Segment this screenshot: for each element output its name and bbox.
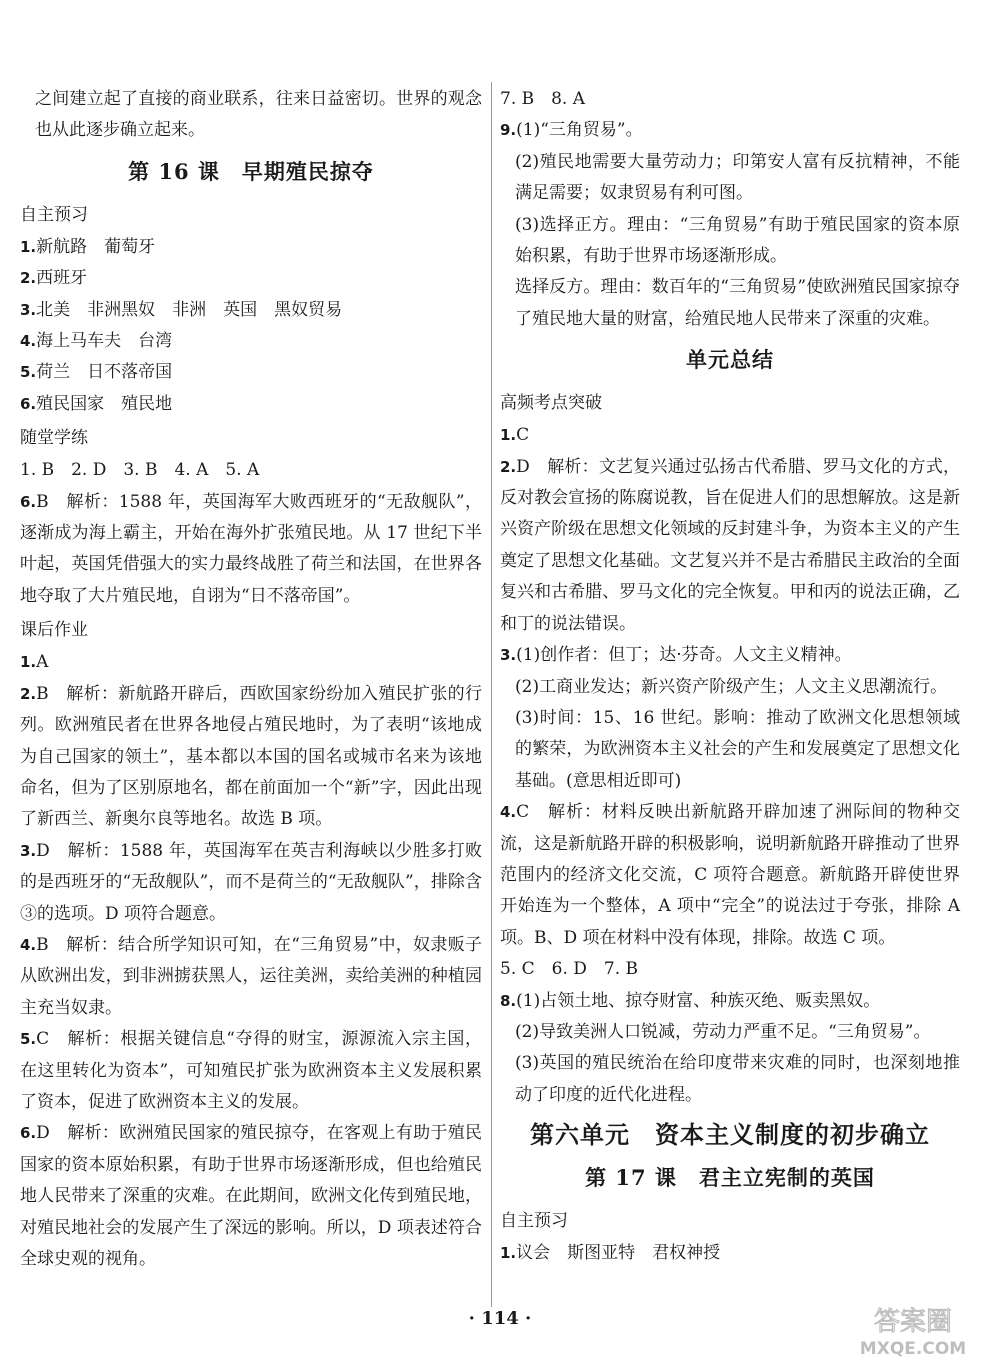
left-column: 之间建立起了直接的商业联系，往来日益密切。世界的观念也从此逐步确立起来。 第 16 课 早期殖民掠夺 自主预习 1.新航路 葡萄牙 2.西班牙 3.北美 非洲黑奴 非洲 英国 黑奴贸易 4.海上马车夫 台湾 5.荷兰 日不落帝国 6.殖民国家 殖民地 随堂学练 1. B 2. D 3. B 4. A 5. A 6.B 解析：1588 年，英国海军大败西班牙的“无敌舰队”，逐渐成为海上霸主，开始在海外扩张殖民地。从 17 世纪下半叶起，英国凭借强大的实力最终战胜了荷兰和法国，在世界各地夺取了大片殖民地，自诩为“日不落帝国”。 课后作业 1.A 2.B 解析：新航路开辟后，西欧国家纷纷加入殖民扩张的行列。欧洲殖民者在世界各地侵占殖民地时，为了表明“该地成为自己国家的领土”，基本都以本国的国名或城市名来为该地命名，但为了区别原地名，都在前面加一个“新”字，因此出现了新西兰、新奥尔良等地名。故选 B 项。 3.D 解析：1588 年，英国海军在英吉利海峡以少胜多打败的是西班牙的“无敌舰队”，而不是荷兰的“无敌舰队”，排除含③的选项。D 项符合题意。 4.B 解析：结合所学知识可知，在“三角贸易”中，奴隶贩子从欧洲出发，到非洲掳获黑人，运往美洲，卖给美洲的种植园主充当奴隶。 5.C 解析：根据关键信息“夺得的财宝，源源流入宗主国，在这里转化为资本”，可知殖民扩张为欧洲资本主义发展积累了资本，促进了欧洲资本主义的发展。 6.D 解析：欧洲殖民国家的殖民掠夺，在客观上有助于殖民国家的资本原始积累，有助于世界市场逐渐形成，但也给殖民地人民带来了深重的灾难。在此期间，欧洲文化传到殖民地，对殖民地社会的发展产生了深远的影响。所以，D 项表述符合全球史观的视角。 bbox=[20, 84, 482, 1275]
summary-answer-3-part-3: (3)时间：15、16 世纪。影响：推动了欧洲文化思想领域的繁荣，为欧洲资本主义社会的产生和发展奠定了思想文化基础。(意思相近即可) bbox=[515, 707, 960, 791]
summary-answer-8-part-1: (1)占领土地、掠夺财富、种族灭绝、贩卖黑奴。 bbox=[516, 990, 881, 1011]
class-answer-6: B 解析：1588 年，英国海军大败西班牙的“无敌舰队”，逐渐成为海上霸主，开始在海外扩张殖民地。从 17 世纪下半叶起，英国凭借强大的实力最终战胜了荷兰和法国，在世界各地夺取了大片殖民地，自诩为“日不落帝国”。 bbox=[20, 491, 482, 606]
section-preview-heading-17: 自主预习 bbox=[500, 1211, 568, 1232]
homework-list: 1.A 2.B 解析：新航路开辟后，西欧国家纷纷加入殖民扩张的行列。欧洲殖民者在世界各地侵占殖民地时，为了表明“该地成为自己国家的领土”，基本都以本国的国名或城市名来为该地命名，但为了区别原地名，都在前面加一个“新”字，因此出现了新西兰、新奥尔良等地名。故选 B 项。 3.D 解析：1588 年，英国海军在英吉利海峡以少胜多打败的是西班牙的“无敌舰队”，而不是荷兰的“无敌舰队”，排除含③的选项。D 项符合题意。 4.B 解析：结合所学知识可知，在“三角贸易”中，奴隶贩子从欧洲出发，到非洲掳获黑人，运往美洲，卖给美洲的种植园主充当奴隶。 5.C 解析：根据关键信息“夺得的财宝，源源流入宗主国，在这里转化为资本”，可知殖民扩张为欧洲资本主义发展积累了资本，促进了欧洲资本主义的发展。 6.D 解析：欧洲殖民国家的殖民掠夺，在客观上有助于殖民国家的资本原始积累，有助于世界市场逐渐形成，但也给殖民地人民带来了深重的灾难。在此期间，欧洲文化传到殖民地，对殖民地社会的发展产生了深远的影响。所以，D 项表述符合全球史观的视角。 bbox=[20, 652, 482, 1269]
section-class-heading: 随堂学练 bbox=[20, 428, 88, 449]
section-homework-heading: 课后作业 bbox=[20, 620, 88, 641]
homework-answer-5: C 解析：根据关键信息“夺得的财宝，源源流入宗主国，在这里转化为资本”，可知殖民扩张为欧洲资本主义发展积累了资本，促进了欧洲资本主义的发展。 bbox=[20, 1029, 482, 1112]
summary-answer-1: C bbox=[516, 425, 530, 446]
summary-answer-3-part-2: (2)工商业发达；新兴资产阶级产生；人文主义思潮流行。 bbox=[515, 676, 948, 697]
homework-answer-2: B 解析：新航路开辟后，西欧国家纷纷加入殖民扩张的行列。欧洲殖民者在世界各地侵占殖民地时，为了表明“该地成为自己国家的领土”，基本都以本国的国名或城市名来为该地命名，但为了区别原地名，都在前面加一个“新”字，因此出现了新西兰、新奥尔良等地名。故选 B 项。 bbox=[20, 683, 482, 830]
q9-part-1: (1)“三角贸易”。 bbox=[516, 120, 643, 141]
class-answers-1-5: 1. B 2. D 3. B 4. A 5. A bbox=[20, 460, 260, 481]
homework-answer-6: D 解析：欧洲殖民国家的殖民掠夺，在客观上有助于殖民国家的资本原始积累，有助于世界市场逐渐形成，但也给殖民地人民带来了深重的灾难。在此期间，欧洲文化传到殖民地，对殖民地社会的发展产生了深远的影响。所以，D 项表述符合全球史观的视角。 bbox=[20, 1123, 482, 1269]
svg-text:MXQE.COM: MXQE.COM bbox=[859, 1339, 967, 1359]
preview-answer-5: 荷兰 日不落帝国 bbox=[36, 362, 173, 383]
svg-text:答案圈: 答案圈 bbox=[873, 1307, 953, 1337]
watermark-logo bbox=[838, 1300, 988, 1360]
q9-part-3: (3)选择正方。理由：“三角贸易”有助于殖民国家的资本原始积累，有助于世界市场逐渐形成。 bbox=[515, 214, 960, 267]
preview-answer-6: 殖民国家 殖民地 bbox=[36, 393, 173, 414]
page-number: · 114 · bbox=[468, 1308, 532, 1329]
summary-answer-2: D 解析：文艺复兴通过弘扬古代希腊、罗马文化的方式，反对教会宣扬的陈腐说教，旨在促进人们的思想解放。这是新兴资产阶级在思想文化领域的反封建斗争，为资本主义的产生奠定了思想文化基础。文艺复兴并不是古希腊民主政治的全面复兴和古希腊、罗马文化的完全恢复。甲和丙的说法正确，乙和丁的说法错误。 bbox=[500, 456, 960, 634]
summary-answer-3-part-1: (1)创作者：但丁；达·芬奇。人文主义精神。 bbox=[516, 645, 852, 666]
column-divider bbox=[491, 82, 492, 1307]
lesson-17-title: 第 17 课 君主立宪制的英国 bbox=[585, 1165, 875, 1191]
summary-answers-5-7: 5. C 6. D 7. B bbox=[500, 959, 639, 980]
lesson17-preview-answer-1: 议会 斯图亚特 君权神授 bbox=[516, 1243, 721, 1264]
preview-answer-4: 海上马车夫 台湾 bbox=[36, 331, 173, 352]
q9-part-4: 选择反方。理由：数百年的“三角贸易”使欧洲殖民国家掠夺了殖民地大量的财富，给殖民地人民带来了深重的灾难。 bbox=[515, 277, 960, 329]
q9-part-2: (2)殖民地需要大量劳动力；印第安人富有反抗精神，不能满足需要；奴隶贸易有利可图。 bbox=[515, 151, 960, 204]
section-high-frequency-heading: 高频考点突破 bbox=[500, 393, 602, 414]
summary-answer-8-part-3: (3)英国的殖民统治在给印度带来灾难的同时，也深刻地推动了印度的近代化进程。 bbox=[515, 1053, 960, 1105]
preview-list: 1.新航路 葡萄牙 2.西班牙 3.北美 非洲黑奴 非洲 英国 黑奴贸易 4.海上马车夫 台湾 5.荷兰 日不落帝国 6.殖民国家 殖民地 bbox=[20, 236, 343, 414]
intro-paragraph: 之间建立起了直接的商业联系，往来日益密切。世界的观念也从此逐步确立起来。 bbox=[35, 89, 482, 141]
lesson-16-title: 第 16 课 早期殖民掠夺 bbox=[128, 158, 374, 184]
unit-6-title: 第六单元 资本主义制度的初步确立 bbox=[530, 1120, 930, 1150]
answers-7-8: 7. B 8. A bbox=[500, 89, 586, 109]
preview-answer-1: 新航路 葡萄牙 bbox=[36, 236, 156, 257]
preview-answer-2: 西班牙 bbox=[36, 268, 88, 289]
summary-answer-4: C 解析：材料反映出新航路开辟加速了洲际间的物种交流，这是新航路开辟的积极影响，说明新航路开辟推动了世界范围内的经济文化交流，C 项符合题意。新航路开辟使世界开始连为一个整体，A 项中“完全”的说法过于夸张，排除 A 项。B、D 项在材料中没有体现，排除。故选 C 项。 bbox=[500, 802, 960, 948]
section-preview-heading: 自主预习 bbox=[20, 204, 88, 225]
preview-answer-3: 北美 非洲黑奴 非洲 英国 黑奴贸易 bbox=[36, 299, 343, 320]
homework-answer-1: A bbox=[36, 652, 49, 673]
unit-summary-title: 单元总结 bbox=[686, 347, 774, 373]
homework-answer-3: D 解析：1588 年，英国海军在英吉利海峡以少胜多打败的是西班牙的“无敌舰队”，而不是荷兰的“无敌舰队”，排除含③的选项。D 项符合题意。 bbox=[20, 840, 482, 924]
homework-answer-4: B 解析：结合所学知识可知，在“三角贸易”中，奴隶贩子从欧洲出发，到非洲掳获黑人，运往美洲，卖给美洲的种植园主充当奴隶。 bbox=[20, 934, 482, 1018]
summary-answer-8-part-2: (2)导致美洲人口锐减，劳动力严重不足。“三角贸易”。 bbox=[515, 1021, 931, 1042]
right-column: 7. B 8. A 9.(1)“三角贸易”。 (2)殖民地需要大量劳动力；印第安人富有反抗精神，不能满足需要；奴隶贸易有利可图。 (3)选择正方。理由：“三角贸易”有助于殖民国家的资本原始积累，有助于世界市场逐渐形成。 选择反方。理由：数百年的“三角贸易”使欧洲殖民国家掠夺了殖民地大量的财富，给殖民地人民带来了深重的灾难。 单元总结 高频考点突破 1.C 2.D 解析：文艺复兴通过弘扬古代希腊、罗马文化的方式，反对教会宣扬的陈腐说教，旨在促进人们的思想解放。这是新兴资产阶级在思想文化领域的反封建斗争，为资本主义的产生奠定了思想文化基础。文艺复兴并不是古希腊民主政治的全面复兴和古希腊、罗马文化的完全恢复。甲和丙的说法正确，乙和丁的说法错误。 3.(1)创作者：但丁；达·芬奇。人文主义精神。 (2)工商业发达；新兴资产阶级产生；人文主义思潮流行。 (3)时间：15、16 世纪。影响：推动了欧洲文化思想领域的繁荣，为欧洲资本主义社会的产生和发展奠定了思想文化基础。(意思相近即可) 4.C 解析：材料反映出新航路开辟加速了洲际间的物种交流，这是新航路开辟的积极影响，说明新航路开辟推动了世界范围内的经济文化交流，C 项符合题意。新航路开辟使世界开始连为一个整体，A 项中“完全”的说法过于夸张，排除 A 项。B、D 项在材料中没有体现，排除。故选 C 项。 5. C 6. D 7. B 8.(1)占领土地、掠夺财富、种族灭绝、贩卖黑奴。 (2)导致美洲人口锐减，劳动力严重不足。“三角贸易”。 (3)英国的殖民统治在给印度带来灾难的同时，也深刻地推动了印度的近代化进程。 第六单元 资本主义制度的初步确立 第 17 课 君主立宪制的英国 自主预习 1.议会 斯图亚特 君权神授 bbox=[500, 84, 960, 1270]
